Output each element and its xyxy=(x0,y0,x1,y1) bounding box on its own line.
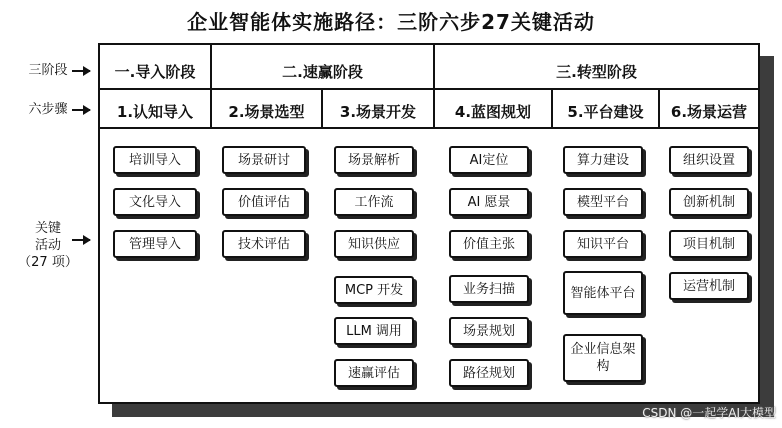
diagram-frame xyxy=(98,43,760,404)
activity-box: 知识平台 xyxy=(563,230,643,258)
step-title-2: 2.场景选型 xyxy=(228,103,305,121)
activity-box: 企业信息架构 xyxy=(563,334,643,382)
activities-side-label xyxy=(14,220,82,271)
activity-box: 组织设置 xyxy=(669,146,749,174)
stages-side-label: 三阶段 xyxy=(28,63,68,78)
activity-box: 管理导入 xyxy=(113,230,197,258)
step-title-4: 4.蓝图规划 xyxy=(454,103,532,121)
activity-box: 创新机制 xyxy=(669,188,749,216)
step-title-3: 3.场景开发 xyxy=(339,103,417,121)
activity-box: 项目机制 xyxy=(669,230,749,258)
step-row-divider xyxy=(100,127,758,129)
activity-box: 路径规划 xyxy=(449,359,529,387)
steps-side-label: 六步骤 xyxy=(28,102,68,117)
activity-box: LLM 调用 xyxy=(334,317,414,345)
watermark: CSDN @一起学AI大模型 xyxy=(642,406,776,420)
step-title-6: 6.场景运营 xyxy=(670,103,748,121)
activities-label-line3: （27 项） xyxy=(18,255,78,270)
activity-box: 场景解析 xyxy=(334,146,414,174)
activity-box: 价值主张 xyxy=(449,230,529,258)
activity-box: 价值评估 xyxy=(222,188,306,216)
stage-title-1: 一.导入阶段 xyxy=(114,63,196,81)
step-title-5: 5.平台建设 xyxy=(567,103,644,121)
activities-label-line2: 活动 xyxy=(34,238,61,253)
activity-box: 智能体平台 xyxy=(563,271,643,315)
activity-box: 业务扫描 xyxy=(449,275,529,303)
stage-title-3: 三.转型阶段 xyxy=(556,63,637,81)
activity-box: 培训导入 xyxy=(113,146,197,174)
activity-box: 技术评估 xyxy=(222,230,306,258)
activity-box: 算力建设 xyxy=(563,146,643,174)
activity-box: 知识供应 xyxy=(334,230,414,258)
steps-arrow-icon xyxy=(72,109,90,111)
stages-arrow-icon xyxy=(72,70,90,72)
stage-title-2: 二.速赢阶段 xyxy=(282,63,363,81)
activity-box: 运营机制 xyxy=(669,272,749,300)
step-title-1: 1.认知导入 xyxy=(116,103,194,121)
activities-label-line1: 关键 xyxy=(34,221,61,236)
activity-box: 模型平台 xyxy=(563,188,643,216)
activity-box: 场景研讨 xyxy=(222,146,306,174)
activity-box: 场景规划 xyxy=(449,317,529,345)
activity-box: 工作流 xyxy=(334,188,414,216)
activities-arrow-icon xyxy=(72,239,90,241)
activity-box: AI 愿景 xyxy=(449,188,529,216)
activity-box: 文化导入 xyxy=(113,188,197,216)
diagram-title: 企业智能体实施路径：三阶六步27关键活动 xyxy=(187,10,595,34)
activity-box: MCP 开发 xyxy=(334,276,414,304)
activity-box: AI定位 xyxy=(449,146,529,174)
activity-box: 速赢评估 xyxy=(334,359,414,387)
